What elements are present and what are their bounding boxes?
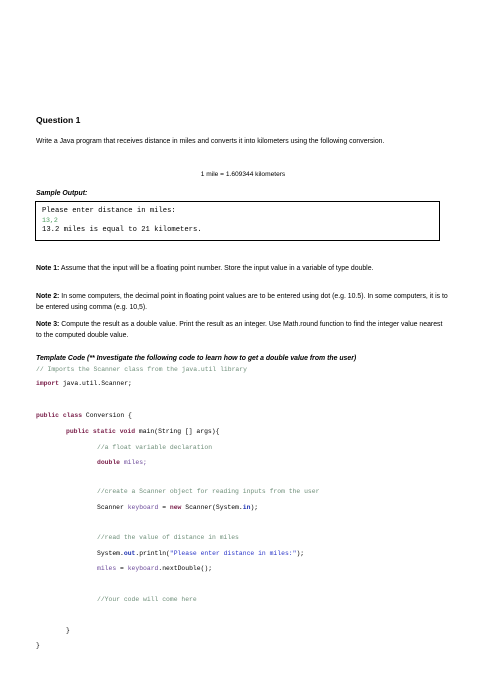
code-text: );: [296, 550, 305, 557]
code-text: );: [250, 504, 259, 511]
code-keyword: public: [36, 412, 60, 419]
code-text: Conversion {: [82, 412, 132, 419]
code-text: =: [116, 565, 128, 572]
code-brace: }: [36, 642, 40, 649]
code-string: "Please enter distance in miles:": [169, 550, 297, 557]
note-label: Note 3:: [36, 321, 60, 328]
code-variable: miles: [97, 565, 117, 572]
code-comment: //a float variable declaration: [97, 444, 213, 451]
code-text: main(String [] args){: [135, 428, 220, 435]
code-keyword: import: [36, 380, 60, 387]
code-text: miles;: [120, 459, 147, 466]
code-comment: //create a Scanner object for reading inputs from the user: [97, 488, 320, 495]
template-code-title: Template Code (** Investigate the following code to learn how to get a double value from the user): [36, 355, 357, 362]
code-comment: //Your code will come here: [97, 596, 197, 603]
code-assign-line: [97, 565, 212, 572]
code-double-line: [97, 459, 147, 466]
note-2: [36, 292, 450, 313]
note-3: [36, 320, 450, 341]
code-brace: }: [66, 627, 70, 634]
code-variable: keyboard: [127, 504, 159, 511]
code-comment: // Imports the Scanner class from the java.util library: [36, 366, 247, 373]
sample-output-line: Please enter distance in miles:: [42, 207, 176, 215]
code-keyword: static: [89, 428, 116, 435]
note-1: [36, 264, 450, 275]
code-keyword: public: [66, 428, 90, 435]
code-main-line: [66, 428, 219, 435]
code-import-line: [36, 380, 132, 387]
code-println-line: [97, 550, 304, 557]
code-keyword: class: [59, 412, 83, 419]
question-title: Question 1: [36, 115, 81, 125]
note-label: Note 1:: [36, 265, 60, 272]
sample-input-value: 13,2: [42, 217, 58, 224]
note-label: Note 2:: [36, 293, 60, 300]
question-intro: Write a Java program that receives distance in miles and converts it into kilometers using the following conversion.: [36, 138, 385, 145]
code-variable: keyboard: [127, 565, 159, 572]
code-scanner-line: [97, 504, 258, 511]
sample-output-label: Sample Output:: [36, 190, 88, 197]
code-text: Scanner(System.: [181, 504, 243, 511]
code-text: =: [158, 504, 170, 511]
code-text: .nextDouble();: [158, 565, 213, 572]
sample-output-line: 13.2 miles is equal to 21 kilometers.: [42, 226, 202, 234]
code-comment: //read the value of distance in miles: [97, 534, 239, 541]
note-text: In some computers, the decimal point in floating point values are to be entered using dot (e.g. 10.5). In some computers, it is to be entered using comma (e.g. 10,5).: [36, 293, 448, 311]
code-text: java.util.Scanner;: [59, 380, 132, 387]
note-text: Assume that the input will be a floating point number. Store the input value in a variable of type double.: [59, 265, 374, 272]
code-keyword: void: [115, 428, 136, 435]
code-text: .println(: [135, 550, 170, 557]
sample-output-box: [35, 201, 440, 241]
code-keyword: double: [97, 459, 121, 466]
code-field: in: [242, 504, 251, 511]
code-text: Scanner: [97, 504, 128, 511]
conversion-formula: 1 mile = 1.609344 kilometers: [200, 171, 286, 178]
note-text: Compute the result as a double value. Print the result as an integer. Use Math.round function to find the integer value nearest to the computed double value.: [36, 321, 443, 339]
code-keyword: new: [169, 504, 182, 511]
code-field: out: [123, 550, 136, 557]
code-class-line: [36, 412, 132, 419]
code-text: System.: [97, 550, 124, 557]
